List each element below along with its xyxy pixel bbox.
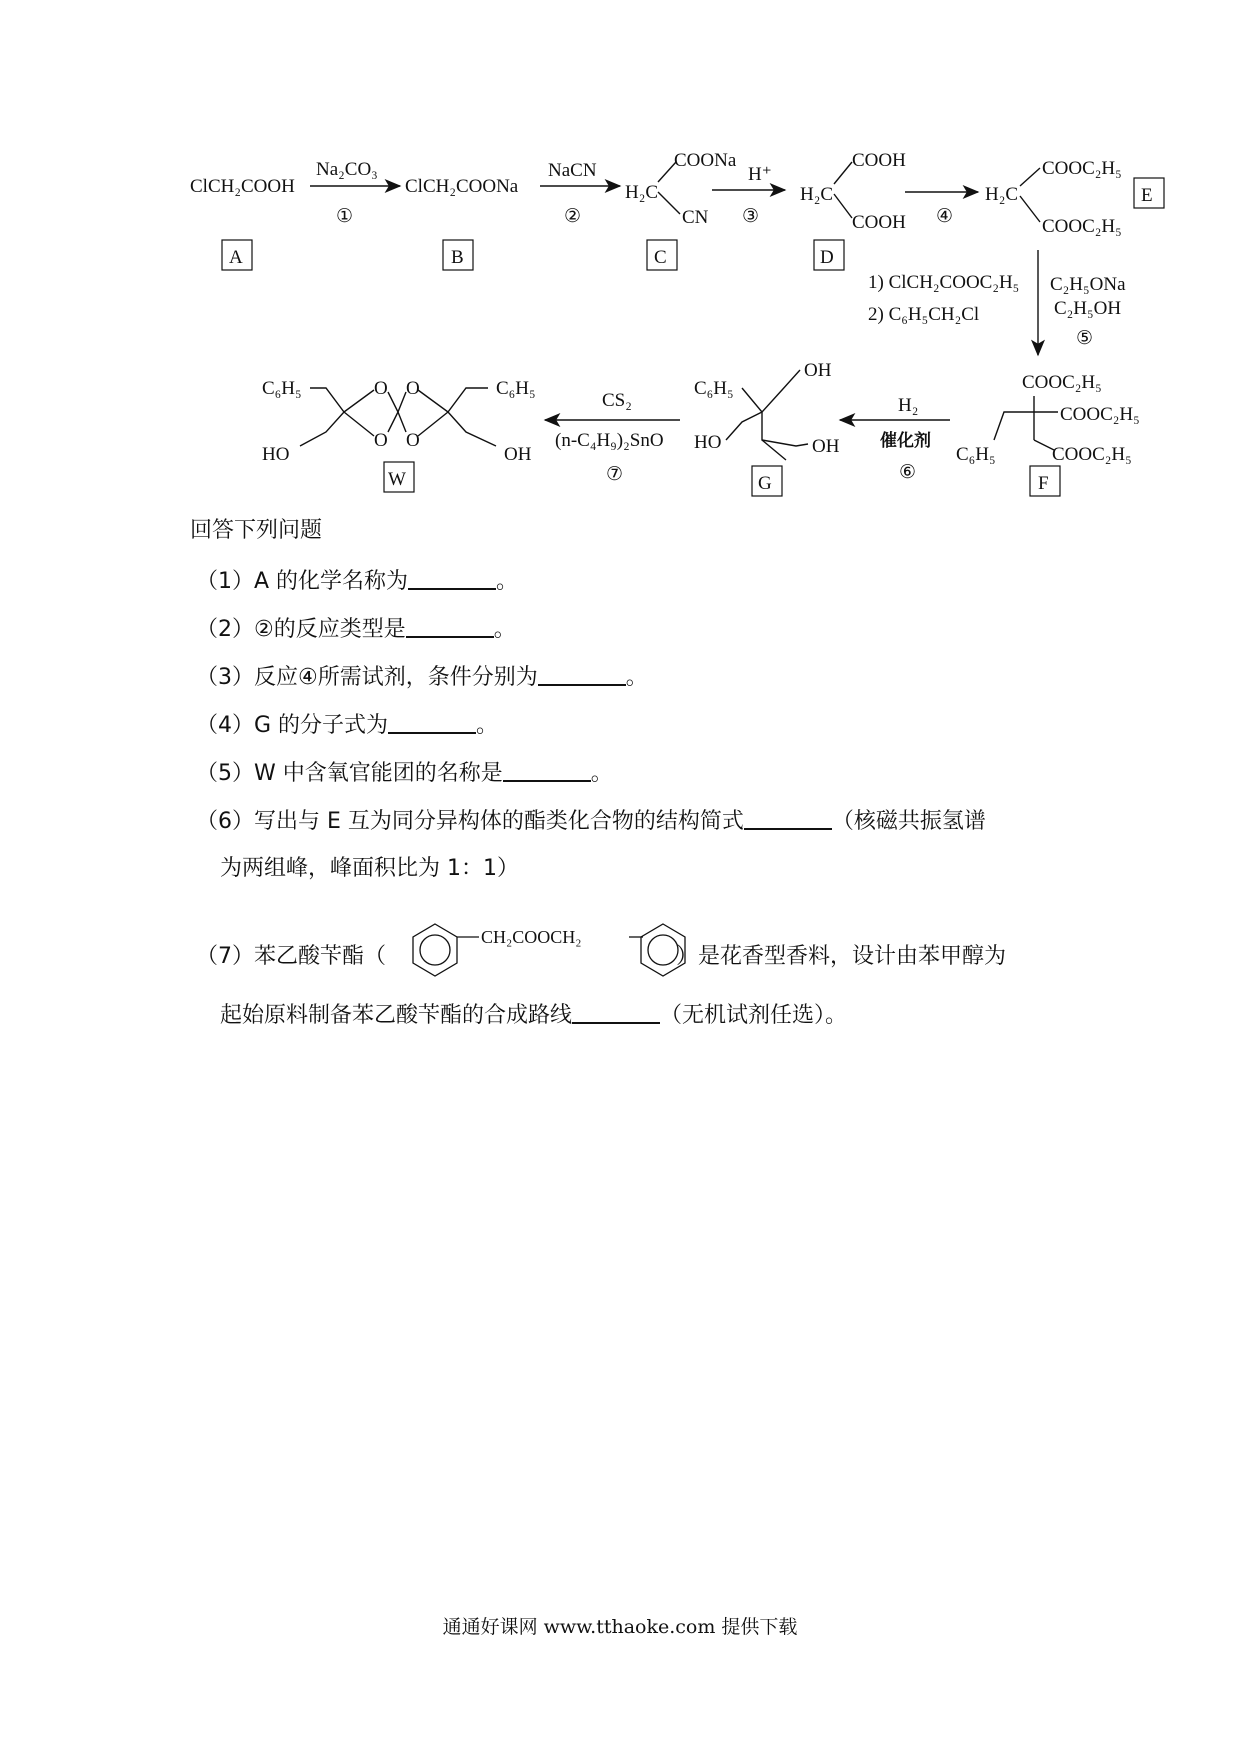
reagent-3: H⁺ — [748, 164, 772, 185]
d-mid: H₂C — [800, 184, 834, 205]
e-bot: COOC₂H₅ — [1042, 216, 1122, 237]
w-o4: O — [406, 430, 420, 451]
f-2: COOC₂H₅ — [1060, 404, 1140, 425]
step-1: ① — [336, 205, 354, 227]
question-4 — [196, 710, 498, 741]
q7-line2-end: （无机试剂任选）。 — [660, 1003, 848, 1028]
catalyst-6: 催化剂 — [880, 431, 931, 451]
q5-end: 。 — [590, 761, 613, 786]
reagent-1: Na₂CO₃ — [316, 159, 378, 180]
q4-blank[interactable] — [388, 710, 476, 734]
label-e: E — [1141, 185, 1153, 206]
step-7: ⑦ — [606, 463, 624, 485]
reagent-5a: 1) ClCH₂COOC₂H₅ — [868, 272, 1020, 293]
q7-end: ）是花香型香料，设计由苯甲醇为 — [676, 944, 1007, 969]
c-top: COONa — [674, 150, 737, 171]
q1-text: （1）A 的化学名称为 — [196, 569, 409, 594]
q2-end: 。 — [493, 617, 516, 642]
g-oh1: OH — [804, 360, 832, 381]
c-mid: H₂C — [625, 182, 659, 203]
label-c: C — [654, 247, 667, 268]
step-6: ⑥ — [899, 461, 917, 483]
q1-end: 。 — [496, 569, 519, 594]
f-3: COOC₂H₅ — [1052, 444, 1132, 465]
w-oh2: OH — [504, 444, 532, 465]
reagent-7a: CS₂ — [602, 390, 632, 411]
question-6-line2: 为两组峰，峰面积比为 1：1） — [220, 856, 519, 881]
reagent-7b: (n-C₄H₉)₂SnO — [555, 430, 664, 451]
step-5: ⑤ — [1076, 327, 1094, 349]
q6-text: （6）写出与 E 互为同分异构体的酯类化合物的结构简式 — [196, 809, 744, 834]
d-bot: COOH — [852, 212, 906, 233]
q3-blank[interactable] — [538, 662, 626, 686]
g-ph: C₆H₅ — [694, 378, 734, 399]
q7-blank[interactable] — [572, 1000, 660, 1024]
d-top: COOH — [852, 150, 906, 171]
question-2 — [196, 614, 516, 645]
reagent-6: H₂ — [898, 395, 919, 416]
question-3 — [196, 662, 648, 693]
footer-credit: 通通好课网 www.tthaoke.com 提供下载 — [442, 1616, 798, 1638]
step-3: ③ — [742, 205, 760, 227]
q4-text: （4）G 的分子式为 — [196, 713, 389, 738]
question-1 — [196, 566, 518, 597]
reagent-2: NaCN — [548, 160, 597, 181]
label-b: B — [451, 247, 464, 268]
reaction-scheme — [0, 0, 1240, 500]
label-g: G — [758, 473, 772, 494]
ester-linker: CH₂COOCH₂ — [481, 927, 582, 947]
q1-blank[interactable] — [408, 566, 496, 590]
q2-text: （2）②的反应类型是 — [196, 617, 406, 642]
label-f: F — [1038, 473, 1049, 494]
q6-end: （核磁共振氢谱 — [831, 809, 986, 834]
f-1: COOC₂H₅ — [1022, 372, 1102, 393]
g-oh3: OH — [812, 436, 840, 457]
w-oh1: HO — [262, 444, 290, 465]
question-5 — [196, 758, 613, 789]
reagent-5d: C₂H₅OH — [1054, 298, 1122, 319]
questions-intro: 回答下列问题 — [190, 518, 323, 543]
reagent-5b: 2) C₆H₅CH₂Cl — [868, 304, 980, 325]
label-d: D — [820, 247, 834, 268]
q7-text: （7）苯乙酸苄酯（ — [196, 944, 386, 969]
w-o2: O — [406, 378, 420, 399]
reagent-5c: C₂H₅ONa — [1050, 274, 1126, 295]
q3-text: （3）反应④所需试剂，条件分别为 — [196, 665, 538, 690]
g-oh2: HO — [694, 432, 722, 453]
q2-blank[interactable] — [406, 614, 494, 638]
q5-text: （5）W 中含氧官能团的名称是 — [196, 761, 503, 786]
step-4: ④ — [936, 205, 954, 227]
e-top: COOC₂H₅ — [1042, 158, 1122, 179]
compound-b: ClCH₂COONa — [405, 176, 519, 197]
w-o1: O — [374, 378, 388, 399]
w-ph1: C₆H₅ — [262, 378, 302, 399]
q7-line2-text: 起始原料制备苯乙酸苄酯的合成路线 — [220, 1003, 573, 1028]
w-ph2: C₆H₅ — [496, 378, 536, 399]
compound-a: ClCH₂COOH — [190, 176, 295, 197]
c-bot: CN — [682, 207, 709, 228]
benzyl-phenylacetate-structure — [405, 910, 695, 1000]
label-a: A — [229, 247, 243, 268]
f-ph: C₆H₅ — [956, 444, 996, 465]
e-mid: H₂C — [985, 184, 1019, 205]
q4-end: 。 — [476, 713, 499, 738]
question-6 — [196, 806, 986, 837]
q3-end: 。 — [625, 665, 648, 690]
label-w: W — [388, 469, 406, 490]
step-2: ② — [564, 205, 582, 227]
q6-blank[interactable] — [744, 806, 832, 830]
w-o3: O — [374, 430, 388, 451]
q5-blank[interactable] — [503, 758, 591, 782]
question-7-line2 — [220, 1000, 847, 1031]
